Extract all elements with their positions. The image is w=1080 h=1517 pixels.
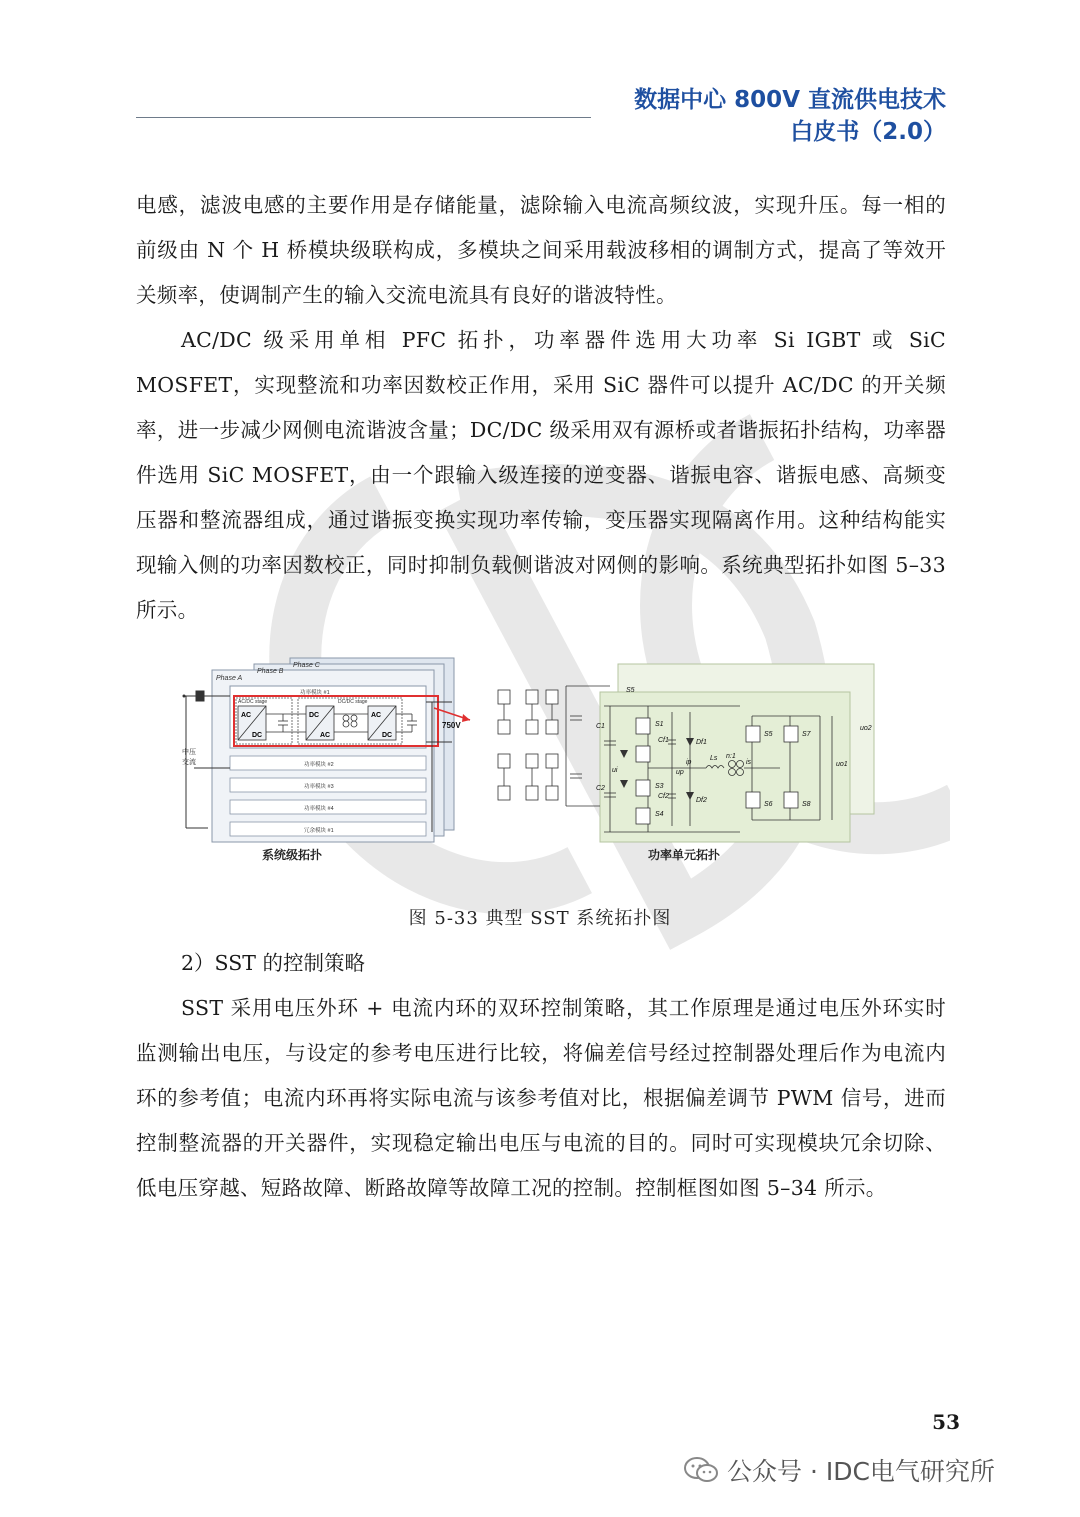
mv-ac-label-2: 交流 — [182, 759, 196, 766]
module-1-label: 功率模块 #1 — [300, 690, 330, 696]
label-cf2: Cf2 — [658, 793, 669, 800]
module-2-label: 功率模块 #2 — [304, 762, 334, 768]
block2-dc: DC — [309, 712, 320, 719]
label-is: is — [746, 759, 752, 766]
body-text-lower — [136, 986, 946, 1211]
label-s6: S6 — [764, 801, 773, 808]
label-ls: Ls — [710, 755, 718, 762]
module-4-label: 功率模块 #4 — [304, 806, 334, 812]
mv-ac-label-1: 中压 — [182, 749, 196, 756]
label-df1: Df1 — [696, 739, 707, 746]
label-s1: S1 — [655, 721, 664, 728]
figure-caption: 图 5-33 典型 SST 系统拓扑图 — [408, 908, 672, 929]
label-up: up — [676, 769, 684, 776]
paragraph-1: 电感，滤波电感的主要作用是存储能量，滤除输入电流高频纹波，实现升压。每一相的前级由 N 个 H 桥模块级联构成，多模块之间采用载波移相的调制方式，提高了等效开关频率，使调制产生的输入交流电流具有良好的谐波特性。 — [136, 193, 946, 307]
label-s3: S3 — [655, 783, 664, 790]
label-cf1: Cf1 — [658, 737, 669, 744]
label-c1: C1 — [596, 723, 605, 730]
system-level-topology — [182, 658, 470, 842]
wechat-icon — [683, 1455, 719, 1485]
header-title-line2: 白皮书（2.0） — [790, 119, 946, 145]
label-s8: S8 — [802, 801, 811, 808]
footer-text: 公众号 · IDC电气研究所 — [727, 1457, 995, 1486]
body-text-upper — [136, 183, 946, 633]
footer-attribution — [683, 1450, 995, 1490]
block1-dc: DC — [252, 732, 263, 739]
page-number: 53 — [932, 1410, 960, 1434]
label-ui: ui — [612, 767, 618, 774]
label-s7: S7 — [802, 731, 811, 738]
section-heading: 2）SST 的控制策略 — [181, 951, 365, 975]
label-c2: C2 — [596, 785, 605, 792]
phase-b-label: Phase B — [257, 668, 284, 675]
paragraph-3: SST 采用电压外环 + 电流内环的双环控制策略，其工作原理是通过电压外环实时监测输出电压，与设定的参考电压进行比较，将偏差信号经过控制器处理后作为电流内环的参考值；电流内环再将实际电流与该参考值对比，根据偏差调节 PWM 信号，进而控制整流器的开关器件，实现稳定输出电压与电流的目的。同时可实现模块冗余切除、低电压穿越、短路故障、断路故障等故障工况的控制。控制框图如图 5–34 所示。 — [136, 996, 946, 1200]
label-s5: S5 — [626, 687, 635, 694]
block3-ac: AC — [371, 712, 382, 719]
power-unit-topology — [498, 664, 874, 842]
output-voltage: 750V — [442, 721, 461, 730]
label-uo1: uo1 — [836, 761, 848, 768]
phase-c-label: Phase C — [293, 662, 320, 669]
acdc-stage-label: AC/DC stage — [238, 699, 268, 705]
module-3-label: 功率模块 #3 — [304, 784, 334, 790]
label-uo2: uo2 — [860, 725, 872, 732]
block3-dc: DC — [382, 732, 393, 739]
block2-ac: AC — [320, 732, 331, 739]
document-header — [634, 84, 946, 148]
phase-a-label: Phase A — [216, 675, 243, 682]
figure-5-33 — [180, 656, 900, 871]
label-ip: ip — [686, 759, 692, 766]
label-df2: Df2 — [696, 797, 707, 804]
h-bridge-array — [498, 690, 558, 800]
block1-ac: AC — [241, 712, 252, 719]
header-rule — [136, 117, 591, 118]
header-title-line1: 数据中心 800V 直流供电技术 — [634, 87, 946, 113]
redundant-module-label: 冗余模块 #1 — [304, 828, 334, 834]
power-unit-subcaption: 功率单元拓扑 — [648, 848, 721, 862]
dcdc-stage-label: DC/DC stage — [338, 699, 368, 705]
system-topology-subcaption: 系统级拓扑 — [262, 848, 323, 862]
label-n1: n:1 — [726, 753, 736, 760]
paragraph-2: AC/DC 级采用单相 PFC 拓扑，功率器件选用大功率 Si IGBT 或 SiC MOSFET，实现整流和功率因数校正作用，采用 SiC 器件可以提升 AC/DC 的开关频率，进一步减少网侧电流谐波含量；DC/DC 级采用双有源桥或者谐振拓扑结构，功率器件选用 SiC MOSFET，由一个跟输入级连接的逆变器、谐振电容、谐振电感、高频变压器和整流器组成，通过谐振变换实现功率传输，变压器实现隔离作用。这种结构能实现输入侧的功率因数校正，同时抑制负载侧谐波对网侧的影响。系统典型拓扑如图 5–33 所示。 — [136, 328, 946, 622]
label-s5b: S5 — [764, 731, 773, 738]
label-s4: S4 — [655, 811, 664, 818]
